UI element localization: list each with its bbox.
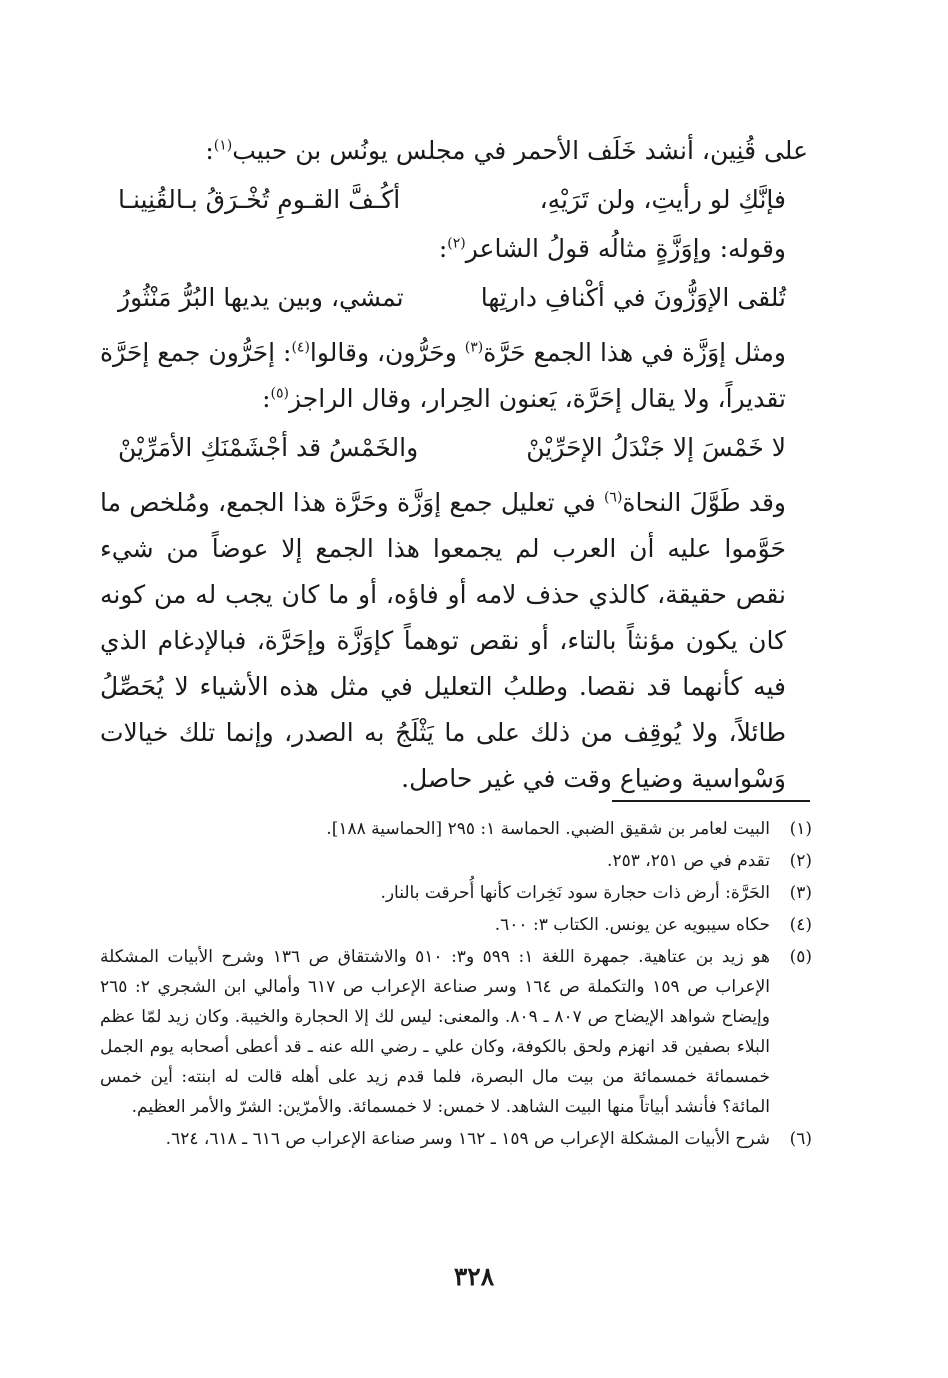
paragraph-1-text: على قُنِين، أنشد خَلَف الأحمر في مجلس يونُس بن حبيب xyxy=(232,136,808,165)
footnote-ref-1[interactable]: (١) xyxy=(213,137,233,154)
paragraph-1 xyxy=(100,128,808,174)
paragraph-3-text-a: ومثل إوَزَّة في هذا الجمع حَرَّة xyxy=(483,338,786,367)
paragraph-4 xyxy=(100,480,808,802)
paragraph-3 xyxy=(100,330,808,422)
footnote-ref-5[interactable]: (٥) xyxy=(270,385,290,402)
verse-3 xyxy=(100,422,808,474)
verse-2-hemistich-1: تُلقى الإوَزُّونَ في أكْنافِ دارتِها xyxy=(480,283,786,312)
verse-2-hemistich-2: تمشي، وبين يديها البُرُّ مَنْثُورُ xyxy=(118,283,404,312)
footnote-3 xyxy=(100,878,812,908)
paragraph-2 xyxy=(100,226,808,272)
footnote-6 xyxy=(100,1124,812,1154)
paragraph-4-text-a: وقد طَوَّلَ النحاة xyxy=(622,488,786,517)
paragraph-3-colon: : xyxy=(262,384,271,413)
verse-1 xyxy=(100,174,808,226)
footnote-ref-6[interactable]: (٦) xyxy=(603,489,623,506)
footnotes xyxy=(100,814,812,1156)
paragraph-2-colon: : xyxy=(438,234,448,263)
footnote-number: (٥) xyxy=(789,947,812,967)
paragraph-4-text-b: في تعليل جمع إوَزَّة وحَرَّة هذا الجمع، ومُلخص ما حَوَّموا عليه أن العرب لم يجمعوا هذا الجمع إلا عوضاً من شيء نقص حقيقة، كالذي حذف لامه أو فاؤه، أو ما كان يجب له من كونه كان يكون مؤنثاً بالتاء، أو نقص توهماً كإوَزَّة وإحَرَّة، فبالإدغام الذي فيه كأنهما قد نقصا. وطلبُ التعليل في مثل هذه الأشياء لا يُحَصِّلُ طائلاً، ولا يُوقِف من ذلك على ما يَثْلَجُ به الصدر، وإنما تلك خيالات وَسْواسية وضياع وقت في غير حاصل. xyxy=(100,488,786,793)
paragraph-3-text-c: : إحَرُّون جمع إحَرَّة تقديراً، ولا يقال إحَرَّة، يَعنون الحِرار، وقال الراجز xyxy=(100,338,786,413)
footnote-ref-4[interactable]: (٤) xyxy=(291,339,310,356)
footnote-text: الحَرَّة: أرض ذات حجارة سود نَخِرات كأنها أُحرقت بالنار. xyxy=(380,883,770,903)
footnote-number: (٢) xyxy=(789,851,812,871)
footnote-text: البيت لعامر بن شقيق الضبي. الحماسة ١: ٢٩٥ [الحماسية ١٨٨]. xyxy=(326,819,770,839)
main-text xyxy=(100,128,808,802)
footnote-text: حكاه سيبويه عن يونس. الكتاب ٣: ٦٠٠. xyxy=(494,915,770,935)
footnote-5 xyxy=(100,942,812,1122)
footnote-text: هو زيد بن عتاهية. جمهرة اللغة ١: ٥٩٩ و٣: ٥١٠ والاشتقاق ص ١٣٦ وشرح الأبيات المشكلة الإعراب ص ١٥٩ والتكملة ص ١٦٤ وسر صناعة الإعراب ص ٦١٧ وأمالي ابن الشجري ٢: ٢٦٥ وإيضاح شواهد الإيضاح ص ٨٠٧ ـ ٨٠٩. والمعنى: ليس لك إلا الحجارة والخيبة. وكان زيد لمّا عظم البلاء بصفين قد انهزم ولحق بالكوفة، وكان علي ـ رضي الله عنه ـ قد أعطى أصحابه يوم الجمل خمسمائة خمسمائة من بيت مال البصرة، فلما قدم زيد على أهله قالت له ابنته: أين خمس المائة؟ فأنشد أبياتاً منها البيت الشاهد. لا خمس: لا خمسمائة. والأمرّين: الشرّ والأمر العظيم. xyxy=(100,947,770,1117)
verse-1-hemistich-2: أكُـفَّ القـومِ تُخْـرَقُ بـالقُنِينـا xyxy=(118,185,401,214)
paragraph-2-text: وقوله: وإوَزَّةٍ مثالُه قولُ الشاعر xyxy=(465,234,786,263)
verse-3-hemistich-2: والخَمْسُ قد أجْشَمْنَكِ الأمَرِّيْنْ xyxy=(118,433,419,462)
verse-3-hemistich-1: لا خَمْسَ إلا جَنْدَلُ الإحَرِّيْنْ xyxy=(526,433,786,462)
verse-1-hemistich-1: فإنَّكِ لو رأيتِ، ولن تَرَيْهِ، xyxy=(539,185,786,214)
footnote-number: (٤) xyxy=(789,915,812,935)
footnote-4 xyxy=(100,910,812,940)
footnote-separator xyxy=(612,800,810,802)
footnote-text: شرح الأبيات المشكلة الإعراب ص ١٥٩ ـ ١٦٢ وسر صناعة الإعراب ص ٦١٦ ـ ٦١٨، ٦٢٤. xyxy=(165,1129,770,1149)
footnote-2 xyxy=(100,846,812,876)
footnote-number: (٣) xyxy=(789,883,812,903)
verse-2 xyxy=(100,272,808,324)
paragraph-1-colon: : xyxy=(205,136,214,165)
page-number: ٣٢٨ xyxy=(453,1262,495,1291)
footnote-ref-3[interactable]: (٣) xyxy=(464,339,484,356)
footnote-text: تقدم في ص ٢٥١، ٢٥٣. xyxy=(607,851,770,871)
footnote-number: (٦) xyxy=(789,1129,812,1149)
paragraph-3-text-b: وحَرُّون، وقالوا xyxy=(309,338,465,367)
footnote-ref-2[interactable]: (٢) xyxy=(447,235,466,252)
footnote-1 xyxy=(100,814,812,844)
footnote-number: (١) xyxy=(789,819,812,839)
